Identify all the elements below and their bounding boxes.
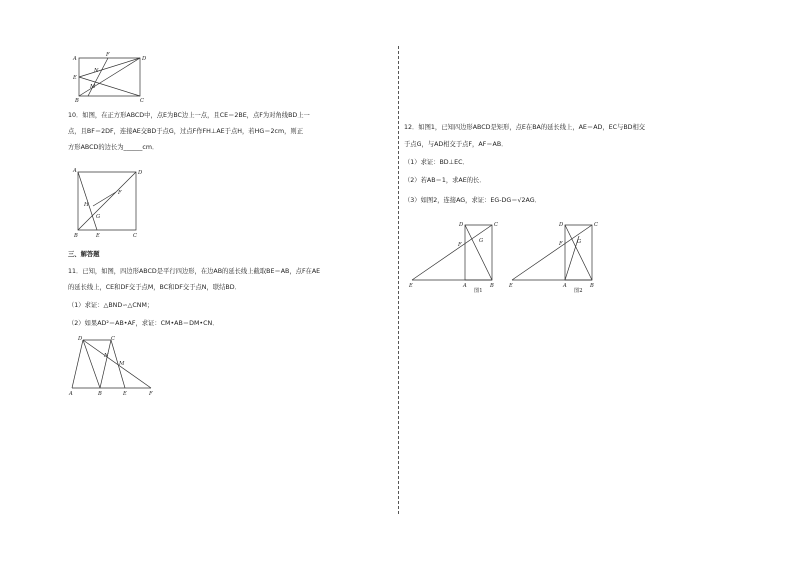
segment-ec — [79, 77, 140, 96]
label-b: B — [75, 98, 79, 104]
segment-ec — [412, 225, 492, 280]
label-f: F — [106, 52, 110, 58]
label-c: C — [140, 98, 144, 104]
question-12-part-1: （1）求证：BD⊥EC． — [404, 159, 469, 166]
segment-bd — [79, 58, 140, 96]
label-g: G — [577, 239, 582, 245]
segment-fb — [88, 58, 108, 96]
label-a: A — [463, 283, 467, 289]
label-c: C — [133, 233, 137, 239]
label-e: E — [123, 391, 127, 397]
label-a: A — [69, 391, 73, 397]
segment-ed — [79, 58, 140, 77]
segment-db — [465, 225, 492, 280]
question-12-line-1: 12．如图1，已知四边形ABCD是矩形，点E在BA的延长线上，AE＝AD，EC与BD相交 — [404, 124, 646, 131]
label-m: M — [90, 84, 96, 90]
question-12-part-2: （2）若AB＝1，求AE的长． — [404, 177, 486, 184]
label-a: A — [73, 56, 77, 62]
segment-ae — [78, 172, 97, 230]
caption-figure-1: 图1 — [474, 288, 483, 294]
segment-db — [565, 225, 592, 280]
figure-2 — [504, 216, 600, 296]
label-f: F — [149, 391, 153, 397]
figure-rectangle-efnm — [66, 50, 152, 106]
segment-bd — [83, 340, 100, 388]
question-11-line-2: 的延长线上，CE和DF交于点M，BC和DF交于点N，联结BD． — [68, 284, 241, 291]
label-g: G — [96, 214, 101, 220]
label-b: B — [490, 283, 494, 289]
label-n: N — [94, 68, 99, 74]
label-b: B — [74, 233, 78, 239]
question-12-line-2: 于点G，与AD相交于点F，AF＝AB． — [404, 141, 508, 148]
label-m: M — [119, 361, 125, 367]
question-12-part-3: （3）如图2，连接AG，求证：EG-DG＝√2AG． — [404, 197, 541, 204]
label-d: D — [459, 222, 464, 228]
segment-df — [83, 340, 151, 388]
label-d: D — [559, 222, 564, 228]
question-11-part-1: （1）求证：△BND∽△CNM； — [68, 302, 154, 309]
column-divider — [398, 46, 399, 514]
label-g: G — [479, 238, 484, 244]
question-11-part-2: （2）如果AD²＝AB•AF，求证：CM•AB＝DM•CN． — [68, 320, 219, 327]
label-e: E — [409, 283, 413, 289]
question-10-line-1: 10．如图，在正方形ABCD中，点E为BC边上一点，且CE＝2BE，点F为对角线BD上一 — [68, 112, 310, 119]
label-c: C — [594, 222, 598, 228]
question-11-line-1: 11．已知，如图，四边形ABCD是平行四边形，在边AB的延长线上截取BE＝AB，点F在AE — [68, 268, 321, 275]
label-f: F — [458, 242, 462, 248]
label-e: E — [73, 75, 77, 81]
label-h: H — [84, 202, 89, 208]
label-n: N — [104, 353, 109, 359]
label-a: A — [563, 283, 567, 289]
label-b: B — [98, 391, 102, 397]
side-ad — [72, 340, 83, 388]
label-d: D — [142, 56, 147, 62]
label-f: F — [559, 241, 563, 247]
label-e: E — [96, 233, 100, 239]
label-f: F — [118, 190, 122, 196]
question-10-line-3: 方形ABCD的边长为______cm． — [68, 144, 159, 151]
figure-question-11 — [66, 334, 158, 398]
question-10-line-2: 点，且BF＝2DF，连接AE交BD于点G，过点F作FH⊥AE于点H，若HG＝2cm，则正 — [68, 128, 303, 135]
figure-1 — [404, 216, 500, 296]
section-heading: 三、解答题 — [68, 251, 100, 258]
side-bc — [100, 340, 111, 388]
label-b: B — [590, 283, 594, 289]
label-e: E — [509, 283, 513, 289]
segment-ec — [512, 225, 592, 280]
label-c: C — [494, 222, 498, 228]
diagonal-bd — [78, 172, 136, 230]
label-c: C — [111, 336, 115, 342]
label-d: D — [138, 170, 143, 176]
caption-figure-2: 图2 — [574, 288, 583, 294]
label-d: D — [78, 336, 83, 342]
label-a: A — [73, 168, 77, 174]
figure-question-10 — [68, 164, 150, 242]
